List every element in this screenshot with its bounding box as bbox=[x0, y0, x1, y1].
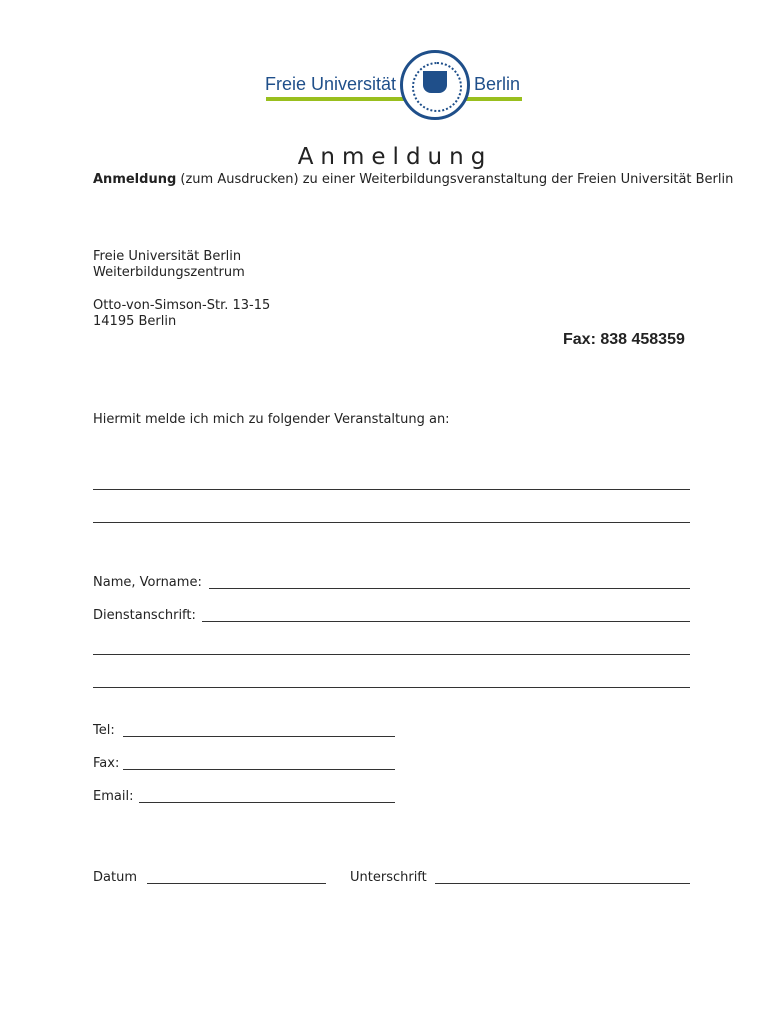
fax-number: Fax: 838 458359 bbox=[563, 331, 685, 348]
page-title: Anmeldung bbox=[297, 144, 493, 170]
date-field[interactable] bbox=[147, 883, 326, 884]
logo-text-right: Berlin bbox=[474, 74, 521, 94]
event-line-2[interactable] bbox=[93, 522, 690, 523]
signature-label: Unterschrift bbox=[350, 870, 427, 885]
business-address-line-3[interactable] bbox=[93, 687, 690, 688]
email-field[interactable] bbox=[139, 802, 395, 803]
address-label: Dienstanschrift: bbox=[93, 608, 196, 623]
subtitle-bold: Anmeldung bbox=[93, 172, 177, 187]
subtitle-rest: (zum Ausdrucken) zu einer Weiterbildungsveranstaltung der Freien Universität Berlin bbox=[176, 172, 734, 187]
fax-field[interactable] bbox=[123, 769, 395, 770]
date-label: Datum bbox=[93, 870, 137, 885]
tel-field[interactable] bbox=[123, 736, 395, 737]
address-line: 14195 Berlin bbox=[93, 314, 177, 329]
tel-label: Tel: bbox=[93, 723, 115, 738]
business-address-line-2[interactable] bbox=[93, 654, 690, 655]
address-line: Otto-von-Simson-Str. 13-15 bbox=[93, 298, 271, 313]
logo-accent-bar bbox=[266, 97, 522, 101]
fax-label: Fax: bbox=[93, 756, 120, 771]
subtitle bbox=[93, 172, 733, 187]
logo-text-left: Freie Universität bbox=[264, 74, 396, 94]
address-line: Freie Universität Berlin bbox=[93, 249, 242, 264]
university-seal-icon bbox=[400, 50, 470, 120]
business-address-field[interactable] bbox=[202, 621, 690, 622]
signature-field[interactable] bbox=[435, 883, 690, 884]
name-field[interactable] bbox=[209, 588, 690, 589]
email-label: Email: bbox=[93, 789, 134, 804]
address-line: Weiterbildungszentrum bbox=[93, 265, 245, 280]
intro-text: Hiermit melde ich mich zu folgender Veranstaltung an: bbox=[93, 412, 450, 427]
event-line-1[interactable] bbox=[93, 489, 690, 490]
name-label: Name, Vorname: bbox=[93, 575, 202, 590]
